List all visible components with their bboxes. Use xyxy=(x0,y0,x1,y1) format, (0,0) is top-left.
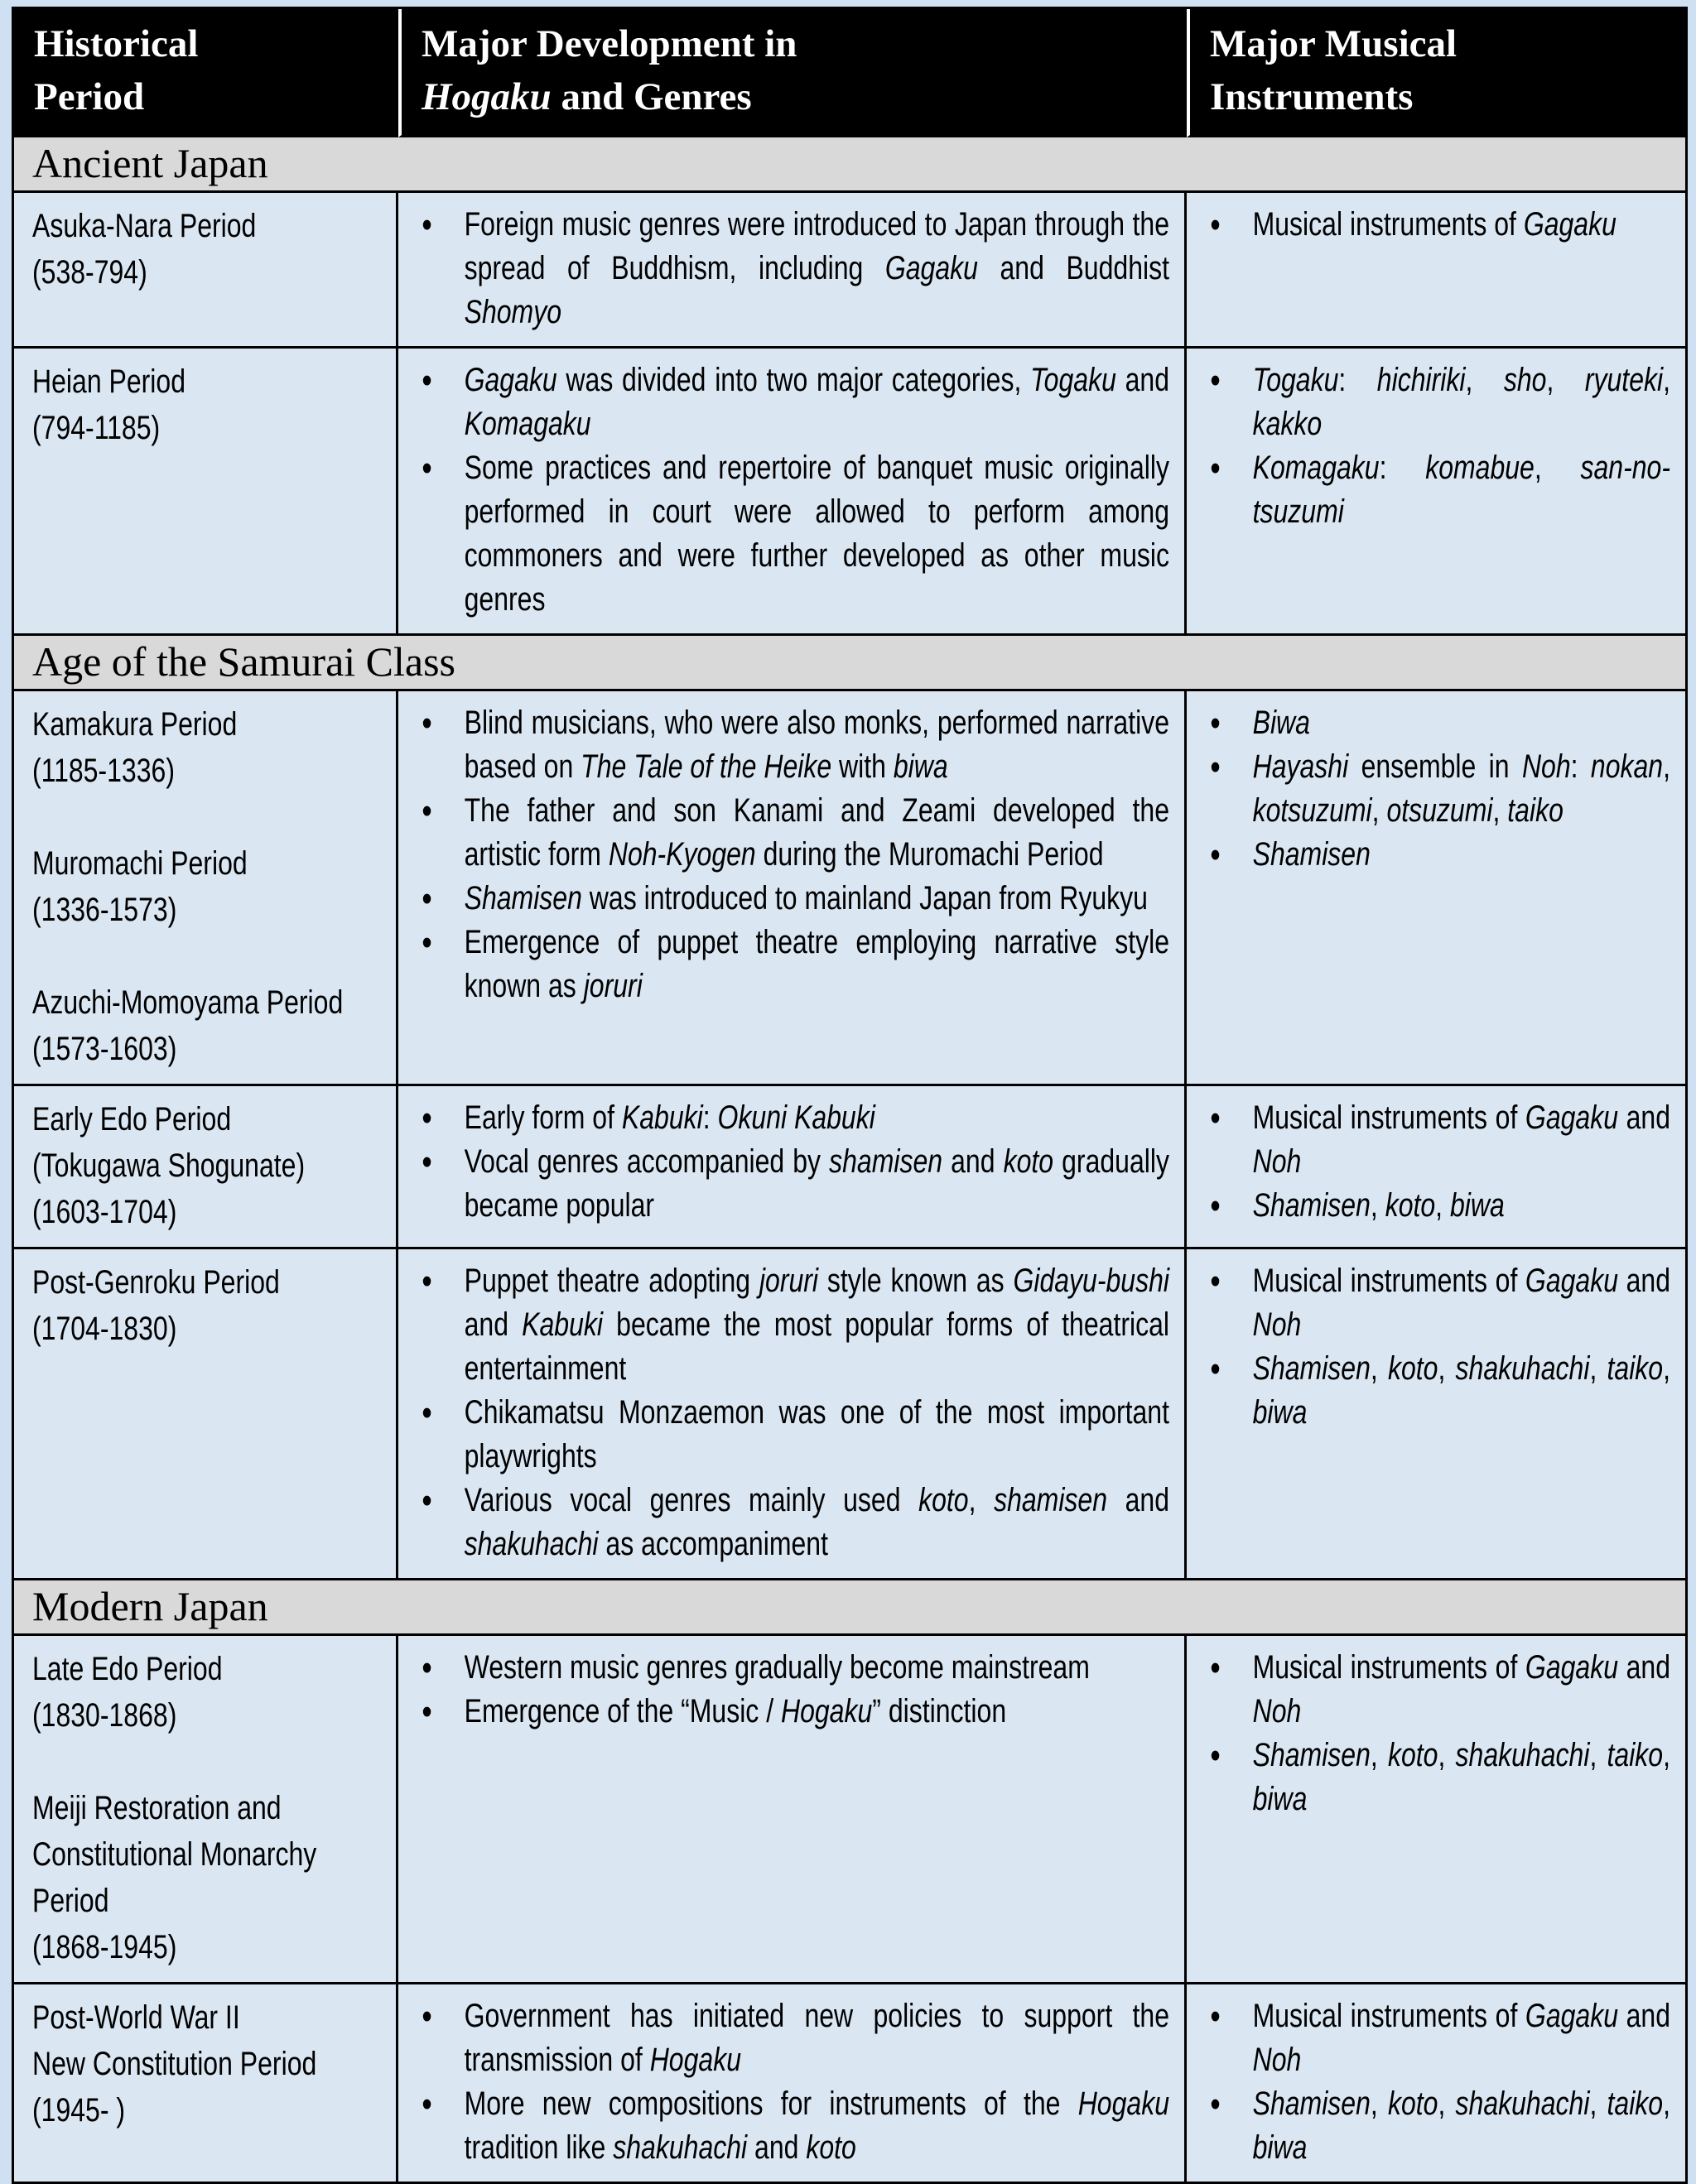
bullet-item: • Komagaku: komabue, san-no-tsuzumi xyxy=(1205,446,1670,534)
development-cell xyxy=(398,1249,1187,1580)
bullet-item: • Blind musicians, who were also monks, performed narrative based on The Tale of the Heike with biwa xyxy=(417,701,1169,789)
bullet-item: • Early form of Kabuki: Okuni Kabuki xyxy=(417,1096,1169,1140)
period-cell xyxy=(14,349,398,636)
table-header xyxy=(14,9,1685,137)
section-title: Modern Japan xyxy=(14,1580,1685,1636)
period-cell xyxy=(14,1984,398,2182)
period-line: Post-Genroku Period xyxy=(32,1264,280,1301)
bullet-list xyxy=(1205,203,1670,247)
period-line: Kamakura Period xyxy=(32,706,238,743)
bullet-item: • Musical instruments of Gagaku xyxy=(1205,203,1670,247)
period-line: (1603-1704) xyxy=(32,1194,177,1230)
table-row xyxy=(14,1636,1685,1984)
bullet-list xyxy=(417,358,1169,622)
instruments-cell xyxy=(1187,349,1685,636)
section-title: Ancient Japan xyxy=(14,137,1685,193)
bullet-item: • Emergence of the “Music / Hogaku” distinction xyxy=(417,1690,1169,1734)
bullet-list xyxy=(1205,358,1670,534)
period-line: (1945- ) xyxy=(32,2092,126,2129)
period-line: Early Edo Period xyxy=(32,1101,232,1138)
bullet-list xyxy=(417,203,1169,334)
section-title: Age of the Samurai Class xyxy=(14,636,1685,691)
bullet-item: • Gagaku was divided into two major categories, Togaku and Komagaku xyxy=(417,358,1169,446)
period-line: (538-794) xyxy=(32,254,147,291)
table-row xyxy=(14,193,1685,349)
section-row-ancient-japan xyxy=(14,137,1685,193)
table-row xyxy=(14,1249,1685,1580)
period-spacer xyxy=(32,1739,381,1785)
bullet-item: • Emergence of puppet theatre employing narrative style known as joruri xyxy=(417,921,1169,1008)
bullet-item: • Shamisen, koto, shakuhachi, taiko, biwa xyxy=(1205,1734,1670,1821)
bullet-item: • More new compositions for instruments of the Hogaku tradition like shakuhachi and koto xyxy=(417,2082,1169,2170)
period-spacer xyxy=(32,933,381,979)
period-spacer xyxy=(32,794,381,840)
bullet-list xyxy=(417,701,1169,1008)
period-line: Meiji Restoration and xyxy=(32,1790,282,1826)
development-cell xyxy=(398,691,1187,1086)
period-line: (1704-1830) xyxy=(32,1311,177,1347)
period-line: Muromachi Period xyxy=(32,845,248,882)
bullet-item: • Western music genres gradually become mainstream xyxy=(417,1646,1169,1690)
instruments-cell xyxy=(1187,193,1685,349)
table-row xyxy=(14,1086,1685,1249)
bullet-list xyxy=(417,1096,1169,1228)
bullet-item: • Chikamatsu Monzaemon was one of the most important playwrights xyxy=(417,1391,1169,1479)
bullet-item: • Musical instruments of Gagaku and Noh xyxy=(1205,1259,1670,1347)
bullet-list xyxy=(1205,1259,1670,1435)
bullet-item: • Various vocal genres mainly used koto, shamisen and shakuhachi as accompaniment xyxy=(417,1479,1169,1566)
instruments-cell xyxy=(1187,1636,1685,1984)
bullet-list xyxy=(417,1259,1169,1566)
period-line: Late Edo Period xyxy=(32,1651,223,1687)
period-cell xyxy=(14,193,398,349)
bullet-item: • Shamisen, koto, biwa xyxy=(1205,1184,1670,1228)
table-row xyxy=(14,1984,1685,2182)
instruments-cell xyxy=(1187,691,1685,1086)
section-row-age-of-the-samurai-class xyxy=(14,636,1685,691)
table-row xyxy=(14,691,1685,1086)
bullet-list xyxy=(417,1994,1169,2170)
period-cell xyxy=(14,691,398,1086)
bullet-item: • Musical instruments of Gagaku and Noh xyxy=(1205,1646,1670,1734)
bullet-item: • Shamisen was introduced to mainland Japan from Ryukyu xyxy=(417,877,1169,921)
bullet-item: • Puppet theatre adopting joruri style known as Gidayu-bushi and Kabuki became the most popular forms of theatrical entertainment xyxy=(417,1259,1169,1391)
bullet-item: • Musical instruments of Gagaku and Noh xyxy=(1205,1994,1670,2082)
header-row xyxy=(14,9,1685,137)
instruments-cell xyxy=(1187,1086,1685,1249)
bullet-item: • Foreign music genres were introduced to Japan through the spread of Buddhism, including Gagaku and Buddhist Shomyo xyxy=(417,203,1169,334)
development-cell xyxy=(398,1636,1187,1984)
period-line: (794-1185) xyxy=(32,410,161,446)
period-line: Asuka-Nara Period xyxy=(32,208,257,244)
development-cell xyxy=(398,349,1187,636)
development-cell xyxy=(398,193,1187,349)
hogaku-history-table xyxy=(12,7,1688,2184)
bullet-item: • Vocal genres accompanied by shamisen and koto gradually became popular xyxy=(417,1140,1169,1228)
bullet-item: • Shamisen xyxy=(1205,833,1670,877)
bullet-item: • Shamisen, koto, shakuhachi, taiko, biwa xyxy=(1205,2082,1670,2170)
bullet-list xyxy=(1205,701,1670,877)
bullet-item: • Some practices and repertoire of banquet music originally performed in court were allowed to perform among commoners and were further developed as other music genres xyxy=(417,446,1169,622)
period-line: (1573-1603) xyxy=(32,1031,177,1067)
instruments-cell xyxy=(1187,1249,1685,1580)
period-line: Period xyxy=(32,1883,109,1919)
bullet-item: • The father and son Kanami and Zeami developed the artistic form Noh-Kyogen during the Muromachi Period xyxy=(417,789,1169,877)
period-line: (1830-1868) xyxy=(32,1697,177,1734)
period-line: (Tokugawa Shogunate) xyxy=(32,1147,306,1184)
development-cell xyxy=(398,1086,1187,1249)
development-cell xyxy=(398,1984,1187,2182)
column-header-major-development: Major Development in Hogaku and Genres xyxy=(398,9,1187,137)
bullet-list xyxy=(417,1646,1169,1734)
period-line: New Constitution Period xyxy=(32,2046,317,2082)
bullet-item: • Biwa xyxy=(1205,701,1670,745)
table-row xyxy=(14,349,1685,636)
bullet-list xyxy=(1205,1096,1670,1228)
period-cell xyxy=(14,1636,398,1984)
period-line: Constitutional Monarchy xyxy=(32,1836,317,1873)
column-header-major-instruments: Major Musical Instruments xyxy=(1187,9,1685,137)
period-cell xyxy=(14,1086,398,1249)
period-line: Post-World War II xyxy=(32,1999,240,2036)
period-line: Heian Period xyxy=(32,363,186,400)
period-line: (1868-1945) xyxy=(32,1929,177,1965)
bullet-list xyxy=(1205,1646,1670,1821)
bullet-list xyxy=(1205,1994,1670,2170)
bullet-item: • Togaku: hichiriki, sho, ryuteki, kakko xyxy=(1205,358,1670,446)
period-line: (1185-1336) xyxy=(32,753,175,789)
period-line: (1336-1573) xyxy=(32,892,177,928)
period-line: Azuchi-Momoyama Period xyxy=(32,984,344,1021)
section-row-modern-japan xyxy=(14,1580,1685,1636)
instruments-cell xyxy=(1187,1984,1685,2182)
bullet-item: • Musical instruments of Gagaku and Noh xyxy=(1205,1096,1670,1184)
table-body xyxy=(14,137,1685,2182)
bullet-item: • Government has initiated new policies to support the transmission of Hogaku xyxy=(417,1994,1169,2082)
bullet-item: • Shamisen, koto, shakuhachi, taiko, biwa xyxy=(1205,1347,1670,1435)
period-cell xyxy=(14,1249,398,1580)
bullet-item: • Hayashi ensemble in Noh: nokan, kotsuzumi, otsuzumi, taiko xyxy=(1205,745,1670,833)
column-header-historical-period: Historical Period xyxy=(14,9,398,137)
